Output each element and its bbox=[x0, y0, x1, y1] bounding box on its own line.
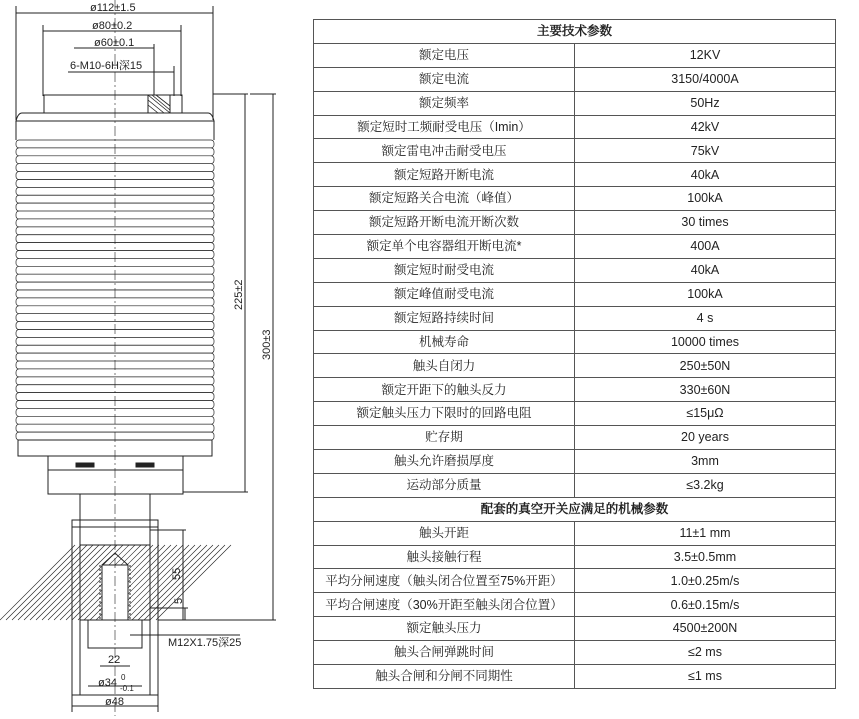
table-row bbox=[314, 450, 836, 474]
param-value: 4 s bbox=[575, 306, 836, 330]
section-header-mechanical bbox=[314, 497, 836, 521]
param-value: 20 years bbox=[575, 426, 836, 450]
dim-thread-bottom: M12X1.75深25 bbox=[168, 637, 242, 649]
table-row bbox=[314, 187, 836, 211]
param-label: 额定短路关合电流（峰值） bbox=[314, 187, 575, 211]
param-value: 42kV bbox=[575, 115, 836, 139]
param-value: 40kA bbox=[575, 163, 836, 187]
param-value: 30 times bbox=[575, 211, 836, 235]
table-row bbox=[314, 354, 836, 378]
param-label: 平均分闸速度（触头闭合位置至75%开距） bbox=[314, 569, 575, 593]
param-value: 3150/4000A bbox=[575, 67, 836, 91]
table-row bbox=[314, 521, 836, 545]
param-value: 4500±200N bbox=[575, 617, 836, 641]
dim-d34-upper-tol: 0 bbox=[121, 673, 126, 682]
table-row bbox=[314, 330, 836, 354]
section-hatch-line bbox=[0, 545, 75, 620]
param-label: 额定短路开断电流 bbox=[314, 163, 575, 187]
param-label: 额定短路持续时间 bbox=[314, 306, 575, 330]
section-title: 主要技术参数 bbox=[314, 20, 836, 44]
param-value: 3.5±0.5mm bbox=[575, 545, 836, 569]
param-value: 330±60N bbox=[575, 378, 836, 402]
param-label: 额定短时耐受电流 bbox=[314, 258, 575, 282]
param-value: 10000 times bbox=[575, 330, 836, 354]
param-label: 额定短时工频耐受电压（Imin） bbox=[314, 115, 575, 139]
dim-thread-top: 6-M10-6H深15 bbox=[70, 60, 143, 72]
table-row bbox=[314, 282, 836, 306]
param-label: 触头开距 bbox=[314, 521, 575, 545]
body-rib bbox=[16, 353, 214, 361]
dim-h300: 300±3 bbox=[261, 329, 273, 360]
dim-h5: 5 bbox=[173, 597, 185, 604]
param-label: 额定触头压力下限时的回路电阻 bbox=[314, 402, 575, 426]
param-label: 额定电压 bbox=[314, 43, 575, 67]
param-label: 额定单个电容器组开断电流* bbox=[314, 235, 575, 259]
param-label: 额定频率 bbox=[314, 91, 575, 115]
table-row bbox=[314, 306, 836, 330]
table-row bbox=[314, 617, 836, 641]
section-header-main bbox=[314, 20, 836, 44]
param-value: 400A bbox=[575, 235, 836, 259]
param-value: 50Hz bbox=[575, 91, 836, 115]
param-value: 100kA bbox=[575, 187, 836, 211]
section-title: 配套的真空开关应满足的机械参数 bbox=[314, 497, 836, 521]
section-hatch-line bbox=[156, 545, 231, 620]
param-label: 贮存期 bbox=[314, 426, 575, 450]
dim-h225: 225±2 bbox=[233, 279, 245, 310]
table-row bbox=[314, 569, 836, 593]
table-row bbox=[314, 43, 836, 67]
param-value: ≤3.2kg bbox=[575, 473, 836, 497]
dim-d60: ø60±0.1 bbox=[94, 37, 135, 49]
section-hatch-line bbox=[144, 545, 219, 620]
param-value: 0.6±0.15m/s bbox=[575, 593, 836, 617]
param-value: ≤1 ms bbox=[575, 665, 836, 689]
table-row bbox=[314, 426, 836, 450]
table-row bbox=[314, 258, 836, 282]
table-row bbox=[314, 473, 836, 497]
dim-w22: 22 bbox=[108, 654, 121, 666]
dim-h55: 55 bbox=[171, 567, 183, 580]
param-value: 75kV bbox=[575, 139, 836, 163]
spec-table bbox=[313, 19, 836, 689]
param-label: 触头接触行程 bbox=[314, 545, 575, 569]
table-row bbox=[314, 545, 836, 569]
param-label: 触头合闸和分闸不同期性 bbox=[314, 665, 575, 689]
param-value: 250±50N bbox=[575, 354, 836, 378]
table-row bbox=[314, 641, 836, 665]
table-row bbox=[314, 378, 836, 402]
section-hatch-line bbox=[12, 545, 87, 620]
param-value: 100kA bbox=[575, 282, 836, 306]
param-value: 12KV bbox=[575, 43, 836, 67]
param-label: 平均合闸速度（30%开距至触头闭合位置） bbox=[314, 593, 575, 617]
param-label: 额定触头压力 bbox=[314, 617, 575, 641]
param-label: 额定短路开断电流开断次数 bbox=[314, 211, 575, 235]
param-label: 触头合闸弹跳时间 bbox=[314, 641, 575, 665]
param-label: 额定峰值耐受电流 bbox=[314, 282, 575, 306]
table-row bbox=[314, 235, 836, 259]
table-row bbox=[314, 139, 836, 163]
dim-d34-lower-tol: -0.1 bbox=[120, 684, 134, 693]
param-label: 机械寿命 bbox=[314, 330, 575, 354]
param-value: 40kA bbox=[575, 258, 836, 282]
param-value: 3mm bbox=[575, 450, 836, 474]
param-label: 触头允许磨损厚度 bbox=[314, 450, 575, 474]
param-value: ≤15μΩ bbox=[575, 402, 836, 426]
table-row bbox=[314, 402, 836, 426]
param-value: 11±1 mm bbox=[575, 521, 836, 545]
body-rib bbox=[16, 369, 214, 377]
table-row bbox=[314, 163, 836, 187]
param-label: 运动部分质量 bbox=[314, 473, 575, 497]
section-hatch-line bbox=[150, 545, 225, 620]
dim-d112: ø112±1.5 bbox=[90, 2, 136, 14]
table-row bbox=[314, 91, 836, 115]
table-row bbox=[314, 593, 836, 617]
param-value: ≤2 ms bbox=[575, 641, 836, 665]
table-row bbox=[314, 115, 836, 139]
param-label: 额定开距下的触头反力 bbox=[314, 378, 575, 402]
param-label: 额定雷电冲击耐受电压 bbox=[314, 139, 575, 163]
param-value: 1.0±0.25m/s bbox=[575, 569, 836, 593]
dim-d80: ø80±0.2 bbox=[92, 20, 133, 32]
interrupter-drawing bbox=[0, 0, 310, 719]
param-label: 触头自闭力 bbox=[314, 354, 575, 378]
table-row bbox=[314, 665, 836, 689]
section-hatch-line bbox=[6, 545, 81, 620]
dim-d34: ø34 bbox=[98, 677, 117, 689]
param-label: 额定电流 bbox=[314, 67, 575, 91]
dim-d48: ø48 bbox=[105, 696, 124, 708]
table-row bbox=[314, 67, 836, 91]
table-row bbox=[314, 211, 836, 235]
